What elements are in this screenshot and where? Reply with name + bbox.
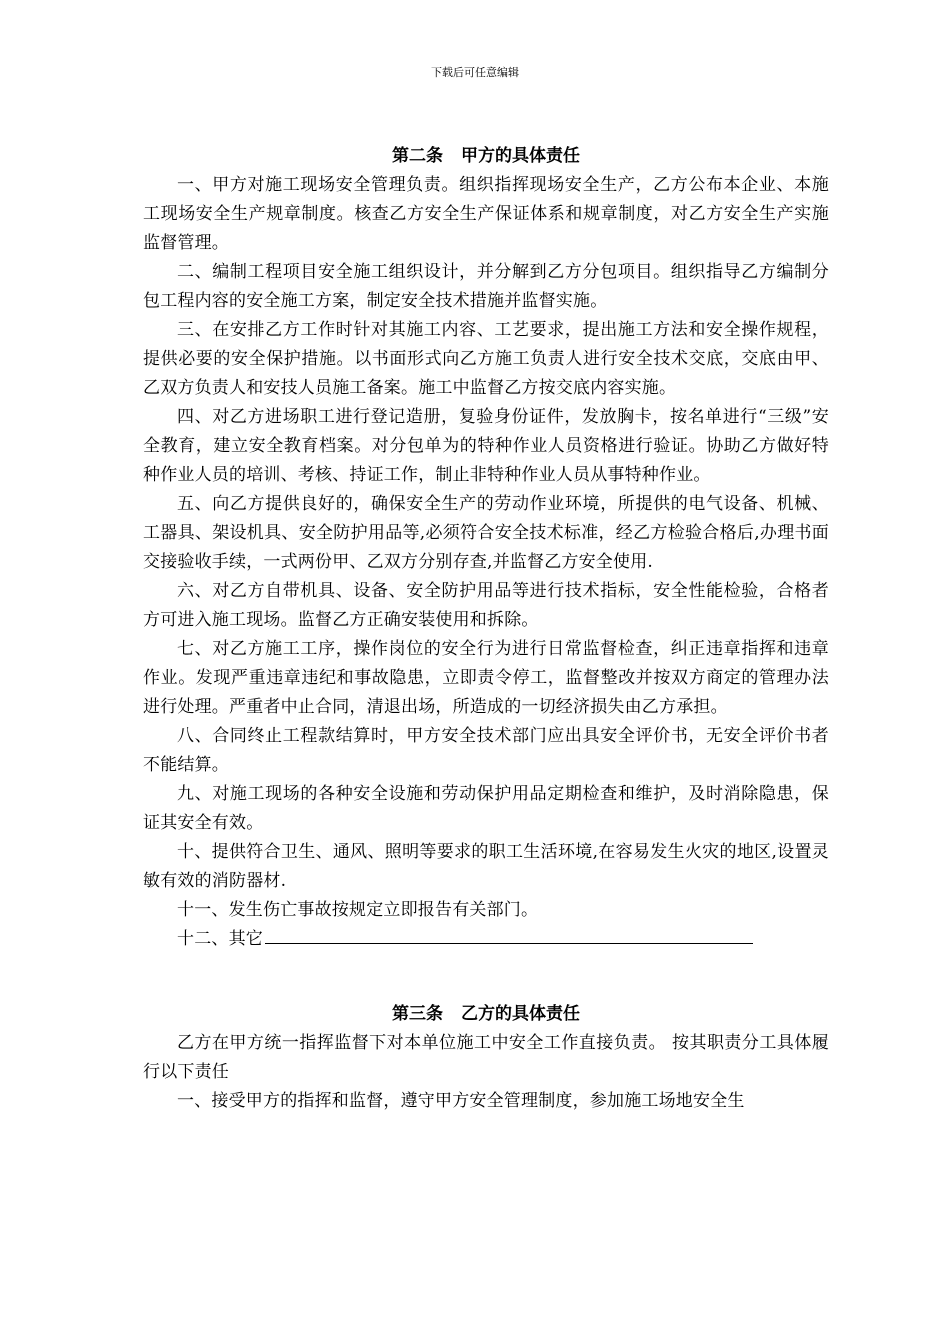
article-3-heading: 乙方的具体责任 [461,1004,580,1024]
other-label: 十二、其它 [177,929,263,949]
article-2-heading: 甲方的具体责任 [461,146,580,166]
paragraph: 一、甲方对施工现场安全管理负责。组织指挥现场安全生产，乙方公布本企业、本施工现场安全生产规章制度。核查乙方安全生产保证体系和规章制度，对乙方安全生产实施监督管理。 [143,175,829,253]
paragraph: 八、合同终止工程款结算时，甲方安全技术部门应出具安全评价书，无安全评价书者不能结算。 [143,726,829,775]
paragraph: 十一、发生伤亡事故按规定立即报告有关部门。 [177,900,539,920]
paragraph-other [143,925,829,954]
page-header: 下载后可任意编辑 [431,66,519,79]
paragraph: 九、对施工现场的各种安全设施和劳动保护用品定期检查和维护，及时消除隐患，保证其安全有效。 [143,784,829,833]
article-3-title [143,1000,829,1029]
article-2-number: 第二条 [392,146,443,166]
paragraph: 六、对乙方自带机具、设备、安全防护用品等进行技术指标，安全性能检验，合格者方可进入施工现场。监督乙方正确安装使用和拆除。 [143,581,829,630]
paragraph: 十、提供符合卫生、通风、照明等要求的职工生活环境,在容易发生火灾的地区,设置灵敏有效的消防器材. [143,842,829,891]
paragraph: 五、向乙方提供良好的，确保安全生产的劳动作业环境，所提供的电气设备、机械、工器具、架设机具、安全防护用品等,必须符合安全技术标准，经乙方检验合格后,办理书面交接验收手续，一式两份甲、乙双方分别存查,并监督乙方安全使用. [143,494,829,572]
section-spacer [143,954,829,1000]
fill-in-blank-line [265,925,753,944]
article-3-number: 第三条 [392,1004,443,1024]
paragraph: 四、对乙方进场职工进行登记造册，复验身份证件，发放胸卡，按名单进行“三级”安全教育，建立安全教育档案。对分包单为的特种作业人员资格进行验证。协助乙方做好特种作业人员的培训、考核、持证工作，制止非特种作业人员从事特种作业。 [143,407,829,485]
paragraph: 一、接受甲方的指挥和监督，遵守甲方安全管理制度，参加施工场地安全生 [177,1091,745,1111]
document-body [143,142,829,1116]
paragraph: 七、对乙方施工工序，操作岗位的安全行为进行日常监督检查，纠正违章指挥和违章作业。发现严重违章违纪和事故隐患，立即责令停工，监督整改并按双方商定的管理办法进行处理。严重者中止合同，清退出场，所造成的一切经济损失由乙方承担。 [143,639,829,717]
paragraph: 二、编制工程项目安全施工组织设计，并分解到乙方分包项目。组织指导乙方编制分包工程内容的安全施工方案，制定安全技术措施并监督实施。 [143,262,829,311]
article-2-title [143,142,829,171]
paragraph: 乙方在甲方统一指挥监督下对本单位施工中安全工作直接负责。 按其职责分工具体履行以下责任 [143,1033,829,1082]
paragraph: 三、在安排乙方工作时针对其施工内容、工艺要求，提出施工方法和安全操作规程，提供必要的安全保护措施。以书面形式向乙方施工负责人进行安全技术交底，交底由甲、乙双方负责人和安技人员施工备案。施工中监督乙方按交底内容实施。 [143,320,829,398]
